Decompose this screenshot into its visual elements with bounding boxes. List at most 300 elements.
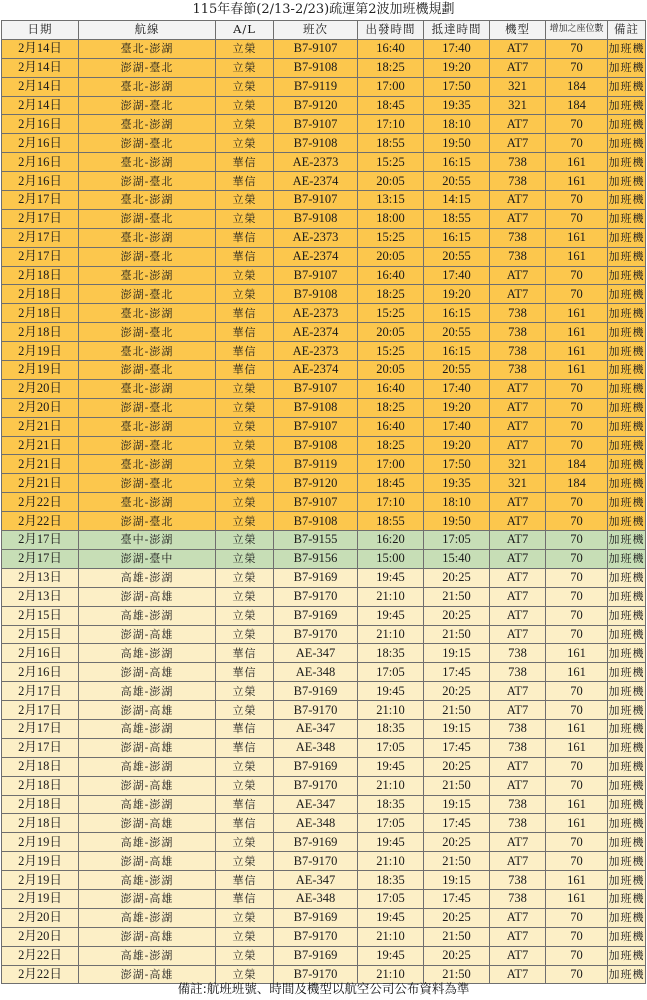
- arrival-time-cell: 20:25: [424, 833, 490, 852]
- route-cell: 澎湖-臺北: [79, 58, 216, 77]
- flight-number-cell: B7-9170: [274, 625, 358, 644]
- note-cell: 加班機: [608, 889, 646, 908]
- date-cell: 2月14日: [2, 39, 79, 58]
- note-cell: 加班機: [608, 776, 646, 795]
- note-cell: 加班機: [608, 587, 646, 606]
- aircraft-type-cell: 738: [490, 153, 546, 172]
- airline-cell: 華信: [216, 889, 274, 908]
- departure-time-cell: 18:35: [358, 719, 424, 738]
- date-cell: 2月22日: [2, 946, 79, 965]
- departure-time-cell: 17:10: [358, 115, 424, 134]
- flight-number-cell: B7-9170: [274, 776, 358, 795]
- departure-time-cell: 21:10: [358, 701, 424, 720]
- route-cell: 澎湖-高雄: [79, 814, 216, 833]
- airline-cell: 立榮: [216, 531, 274, 550]
- note-cell: 加班機: [608, 568, 646, 587]
- departure-time-cell: 19:45: [358, 682, 424, 701]
- arrival-time-cell: 20:25: [424, 568, 490, 587]
- flight-number-cell: B7-9107: [274, 379, 358, 398]
- airline-cell: 立榮: [216, 379, 274, 398]
- departure-time-cell: 19:45: [358, 757, 424, 776]
- note-cell: 加班機: [608, 191, 646, 210]
- table-row: [2, 757, 646, 776]
- added-seats-cell: 70: [546, 908, 608, 927]
- date-cell: 2月21日: [2, 436, 79, 455]
- aircraft-type-cell: AT7: [490, 587, 546, 606]
- flight-number-cell: B7-9169: [274, 682, 358, 701]
- note-cell: 加班機: [608, 115, 646, 134]
- airline-cell: 立榮: [216, 474, 274, 493]
- departure-time-cell: 17:00: [358, 77, 424, 96]
- note-cell: 加班機: [608, 247, 646, 266]
- flight-number-cell: AE-347: [274, 719, 358, 738]
- flight-number-cell: B7-9156: [274, 549, 358, 568]
- airline-cell: 立榮: [216, 625, 274, 644]
- airline-cell: 立榮: [216, 946, 274, 965]
- aircraft-type-cell: AT7: [490, 927, 546, 946]
- airline-cell: 華信: [216, 247, 274, 266]
- flight-number-cell: AE-2373: [274, 342, 358, 361]
- table-row: [2, 172, 646, 191]
- aircraft-type-cell: 321: [490, 474, 546, 493]
- flight-number-cell: B7-9107: [274, 266, 358, 285]
- table-row: [2, 342, 646, 361]
- departure-time-cell: 19:45: [358, 606, 424, 625]
- added-seats-cell: 161: [546, 361, 608, 380]
- arrival-time-cell: 17:40: [424, 417, 490, 436]
- note-cell: 加班機: [608, 738, 646, 757]
- added-seats-cell: 70: [546, 115, 608, 134]
- arrival-time-cell: 16:15: [424, 228, 490, 247]
- departure-time-cell: 20:05: [358, 361, 424, 380]
- departure-time-cell: 15:25: [358, 153, 424, 172]
- airline-cell: 立榮: [216, 96, 274, 115]
- date-cell: 2月16日: [2, 644, 79, 663]
- added-seats-cell: 161: [546, 719, 608, 738]
- added-seats-cell: 161: [546, 871, 608, 890]
- aircraft-type-cell: AT7: [490, 436, 546, 455]
- arrival-time-cell: 18:10: [424, 115, 490, 134]
- airline-cell: 立榮: [216, 191, 274, 210]
- route-cell: 澎湖-高雄: [79, 776, 216, 795]
- added-seats-cell: 70: [546, 417, 608, 436]
- arrival-time-cell: 17:50: [424, 77, 490, 96]
- airline-cell: 立榮: [216, 776, 274, 795]
- airline-cell: 立榮: [216, 115, 274, 134]
- flight-number-cell: B7-9108: [274, 58, 358, 77]
- flight-number-cell: AE-2374: [274, 247, 358, 266]
- aircraft-type-cell: 738: [490, 814, 546, 833]
- route-cell: 澎湖-高雄: [79, 965, 216, 984]
- date-cell: 2月13日: [2, 587, 79, 606]
- airline-cell: 立榮: [216, 833, 274, 852]
- flight-number-cell: B7-9170: [274, 701, 358, 720]
- departure-time-cell: 17:05: [358, 814, 424, 833]
- table-row: [2, 493, 646, 512]
- added-seats-cell: 70: [546, 285, 608, 304]
- airline-cell: 華信: [216, 304, 274, 323]
- aircraft-type-cell: 738: [490, 644, 546, 663]
- table-row: [2, 474, 646, 493]
- route-cell: 澎湖-臺北: [79, 474, 216, 493]
- route-cell: 臺北-澎湖: [79, 115, 216, 134]
- flight-number-cell: AE-348: [274, 814, 358, 833]
- route-cell: 澎湖-臺北: [79, 512, 216, 531]
- added-seats-cell: 70: [546, 549, 608, 568]
- added-seats-cell: 70: [546, 209, 608, 228]
- aircraft-type-cell: AT7: [490, 493, 546, 512]
- airline-cell: 華信: [216, 871, 274, 890]
- note-cell: 加班機: [608, 795, 646, 814]
- col-header-note: 備註: [608, 21, 646, 40]
- aircraft-type-cell: AT7: [490, 965, 546, 984]
- route-cell: 臺北-澎湖: [79, 39, 216, 58]
- aircraft-type-cell: AT7: [490, 757, 546, 776]
- date-cell: 2月17日: [2, 247, 79, 266]
- flight-number-cell: B7-9108: [274, 134, 358, 153]
- route-cell: 臺北-澎湖: [79, 153, 216, 172]
- departure-time-cell: 20:05: [358, 247, 424, 266]
- arrival-time-cell: 21:50: [424, 625, 490, 644]
- departure-time-cell: 13:15: [358, 191, 424, 210]
- aircraft-type-cell: AT7: [490, 833, 546, 852]
- col-header-route: 航線: [79, 21, 216, 40]
- table-row: [2, 568, 646, 587]
- table-row: [2, 115, 646, 134]
- added-seats-cell: 70: [546, 682, 608, 701]
- added-seats-cell: 184: [546, 96, 608, 115]
- departure-time-cell: 19:45: [358, 568, 424, 587]
- route-cell: 澎湖-臺北: [79, 172, 216, 191]
- added-seats-cell: 70: [546, 625, 608, 644]
- date-cell: 2月19日: [2, 889, 79, 908]
- aircraft-type-cell: AT7: [490, 512, 546, 531]
- note-cell: 加班機: [608, 39, 646, 58]
- departure-time-cell: 15:00: [358, 549, 424, 568]
- aircraft-type-cell: 738: [490, 719, 546, 738]
- airline-cell: 立榮: [216, 398, 274, 417]
- date-cell: 2月18日: [2, 323, 79, 342]
- added-seats-cell: 70: [546, 512, 608, 531]
- departure-time-cell: 18:25: [358, 58, 424, 77]
- note-cell: 加班機: [608, 228, 646, 247]
- added-seats-cell: 161: [546, 172, 608, 191]
- airline-cell: 立榮: [216, 682, 274, 701]
- date-cell: 2月14日: [2, 77, 79, 96]
- date-cell: 2月16日: [2, 153, 79, 172]
- table-row: [2, 96, 646, 115]
- arrival-time-cell: 20:55: [424, 361, 490, 380]
- table-row: [2, 833, 646, 852]
- arrival-time-cell: 20:25: [424, 606, 490, 625]
- table-row: [2, 209, 646, 228]
- route-cell: 澎湖-高雄: [79, 701, 216, 720]
- airline-cell: 立榮: [216, 493, 274, 512]
- arrival-time-cell: 19:50: [424, 512, 490, 531]
- airline-cell: 華信: [216, 795, 274, 814]
- added-seats-cell: 70: [546, 701, 608, 720]
- aircraft-type-cell: AT7: [490, 266, 546, 285]
- flight-number-cell: AE-2374: [274, 323, 358, 342]
- note-cell: 加班機: [608, 701, 646, 720]
- departure-time-cell: 17:00: [358, 455, 424, 474]
- note-cell: 加班機: [608, 852, 646, 871]
- table-row: [2, 625, 646, 644]
- airline-cell: 立榮: [216, 606, 274, 625]
- route-cell: 澎湖-臺北: [79, 247, 216, 266]
- route-cell: 臺北-澎湖: [79, 191, 216, 210]
- departure-time-cell: 18:25: [358, 285, 424, 304]
- table-row: [2, 323, 646, 342]
- flight-number-cell: AE-348: [274, 663, 358, 682]
- departure-time-cell: 15:25: [358, 228, 424, 247]
- table-row: [2, 77, 646, 96]
- table-row: [2, 379, 646, 398]
- table-row: [2, 266, 646, 285]
- route-cell: 臺北-澎湖: [79, 493, 216, 512]
- departure-time-cell: 17:05: [358, 663, 424, 682]
- aircraft-type-cell: AT7: [490, 701, 546, 720]
- aircraft-type-cell: 321: [490, 455, 546, 474]
- flight-number-cell: B7-9170: [274, 587, 358, 606]
- date-cell: 2月17日: [2, 701, 79, 720]
- aircraft-type-cell: AT7: [490, 58, 546, 77]
- added-seats-cell: 70: [546, 398, 608, 417]
- airline-cell: 立榮: [216, 285, 274, 304]
- table-row: [2, 606, 646, 625]
- date-cell: 2月14日: [2, 96, 79, 115]
- added-seats-cell: 70: [546, 191, 608, 210]
- col-header-flight: 班次: [274, 21, 358, 40]
- table-row: [2, 512, 646, 531]
- added-seats-cell: 184: [546, 474, 608, 493]
- note-cell: 加班機: [608, 474, 646, 493]
- note-cell: 加班機: [608, 814, 646, 833]
- note-cell: 加班機: [608, 417, 646, 436]
- note-cell: 加班機: [608, 398, 646, 417]
- flight-number-cell: B7-9107: [274, 115, 358, 134]
- added-seats-cell: 70: [546, 379, 608, 398]
- route-cell: 澎湖-高雄: [79, 927, 216, 946]
- table-row: [2, 247, 646, 266]
- arrival-time-cell: 19:20: [424, 58, 490, 77]
- arrival-time-cell: 19:35: [424, 474, 490, 493]
- departure-time-cell: 18:55: [358, 134, 424, 153]
- arrival-time-cell: 19:15: [424, 644, 490, 663]
- airline-cell: 立榮: [216, 455, 274, 474]
- note-cell: 加班機: [608, 304, 646, 323]
- note-cell: 加班機: [608, 96, 646, 115]
- footnote: 備註:航班班號、時間及機型以航空公司公布資料為準: [177, 981, 470, 996]
- flight-table: [1, 20, 646, 984]
- date-cell: 2月16日: [2, 115, 79, 134]
- airline-cell: 立榮: [216, 417, 274, 436]
- date-cell: 2月18日: [2, 776, 79, 795]
- arrival-time-cell: 21:50: [424, 852, 490, 871]
- flight-number-cell: B7-9119: [274, 455, 358, 474]
- arrival-time-cell: 21:50: [424, 701, 490, 720]
- departure-time-cell: 18:45: [358, 96, 424, 115]
- aircraft-type-cell: AT7: [490, 908, 546, 927]
- route-cell: 澎湖-臺北: [79, 398, 216, 417]
- arrival-time-cell: 17:40: [424, 379, 490, 398]
- table-row: [2, 436, 646, 455]
- route-cell: 臺北-澎湖: [79, 379, 216, 398]
- table-row: [2, 946, 646, 965]
- flight-number-cell: B7-9169: [274, 908, 358, 927]
- flight-number-cell: B7-9108: [274, 512, 358, 531]
- aircraft-type-cell: AT7: [490, 531, 546, 550]
- route-cell: 臺北-澎湖: [79, 266, 216, 285]
- added-seats-cell: 70: [546, 436, 608, 455]
- airline-cell: 立榮: [216, 549, 274, 568]
- aircraft-type-cell: AT7: [490, 379, 546, 398]
- route-cell: 澎湖-高雄: [79, 889, 216, 908]
- note-cell: 加班機: [608, 757, 646, 776]
- arrival-time-cell: 17:05: [424, 531, 490, 550]
- aircraft-type-cell: AT7: [490, 134, 546, 153]
- added-seats-cell: 184: [546, 77, 608, 96]
- added-seats-cell: 70: [546, 58, 608, 77]
- arrival-time-cell: 20:25: [424, 946, 490, 965]
- route-cell: 臺中-澎湖: [79, 531, 216, 550]
- table-row: [2, 889, 646, 908]
- date-cell: 2月17日: [2, 209, 79, 228]
- flight-number-cell: AE-348: [274, 738, 358, 757]
- date-cell: 2月17日: [2, 738, 79, 757]
- airline-cell: 立榮: [216, 568, 274, 587]
- table-row: [2, 58, 646, 77]
- route-cell: 高雄-澎湖: [79, 908, 216, 927]
- note-cell: 加班機: [608, 266, 646, 285]
- note-cell: 加班機: [608, 606, 646, 625]
- table-row: [2, 908, 646, 927]
- departure-time-cell: 16:40: [358, 379, 424, 398]
- departure-time-cell: 18:35: [358, 644, 424, 663]
- aircraft-type-cell: AT7: [490, 852, 546, 871]
- date-cell: 2月21日: [2, 417, 79, 436]
- note-cell: 加班機: [608, 833, 646, 852]
- note-cell: 加班機: [608, 172, 646, 191]
- arrival-time-cell: 18:55: [424, 209, 490, 228]
- table-row: [2, 153, 646, 172]
- aircraft-type-cell: AT7: [490, 398, 546, 417]
- note-cell: 加班機: [608, 644, 646, 663]
- flight-number-cell: B7-9107: [274, 417, 358, 436]
- route-cell: 高雄-澎湖: [79, 757, 216, 776]
- table-body: [2, 39, 646, 984]
- departure-time-cell: 15:25: [358, 304, 424, 323]
- aircraft-type-cell: AT7: [490, 568, 546, 587]
- added-seats-cell: 70: [546, 266, 608, 285]
- departure-time-cell: 21:10: [358, 625, 424, 644]
- added-seats-cell: 161: [546, 247, 608, 266]
- date-cell: 2月20日: [2, 927, 79, 946]
- route-cell: 高雄-澎湖: [79, 644, 216, 663]
- departure-time-cell: 17:05: [358, 889, 424, 908]
- added-seats-cell: 70: [546, 852, 608, 871]
- date-cell: 2月17日: [2, 531, 79, 550]
- departure-time-cell: 16:20: [358, 531, 424, 550]
- arrival-time-cell: 19:35: [424, 96, 490, 115]
- aircraft-type-cell: 738: [490, 323, 546, 342]
- arrival-time-cell: 17:45: [424, 814, 490, 833]
- arrival-time-cell: 15:40: [424, 549, 490, 568]
- flight-number-cell: AE-348: [274, 889, 358, 908]
- flight-number-cell: AE-347: [274, 871, 358, 890]
- note-cell: 加班機: [608, 719, 646, 738]
- date-cell: 2月19日: [2, 852, 79, 871]
- added-seats-cell: 161: [546, 304, 608, 323]
- date-cell: 2月18日: [2, 795, 79, 814]
- aircraft-type-cell: 321: [490, 77, 546, 96]
- aircraft-type-cell: AT7: [490, 191, 546, 210]
- airline-cell: 華信: [216, 719, 274, 738]
- route-cell: 臺北-澎湖: [79, 304, 216, 323]
- added-seats-cell: 70: [546, 134, 608, 153]
- flight-number-cell: B7-9169: [274, 833, 358, 852]
- aircraft-type-cell: AT7: [490, 39, 546, 58]
- flight-number-cell: AE-2374: [274, 361, 358, 380]
- flight-number-cell: B7-9155: [274, 531, 358, 550]
- date-cell: 2月15日: [2, 606, 79, 625]
- flight-number-cell: B7-9169: [274, 946, 358, 965]
- date-cell: 2月22日: [2, 965, 79, 984]
- arrival-time-cell: 16:15: [424, 153, 490, 172]
- date-cell: 2月16日: [2, 663, 79, 682]
- route-cell: 高雄-澎湖: [79, 568, 216, 587]
- added-seats-cell: 70: [546, 493, 608, 512]
- arrival-time-cell: 20:25: [424, 757, 490, 776]
- aircraft-type-cell: AT7: [490, 682, 546, 701]
- departure-time-cell: 21:10: [358, 776, 424, 795]
- departure-time-cell: 16:40: [358, 39, 424, 58]
- col-header-arrival: 抵達時間: [424, 21, 490, 40]
- arrival-time-cell: 19:15: [424, 719, 490, 738]
- route-cell: 澎湖-高雄: [79, 852, 216, 871]
- flight-number-cell: AE-2373: [274, 153, 358, 172]
- added-seats-cell: 161: [546, 814, 608, 833]
- added-seats-cell: 70: [546, 531, 608, 550]
- table-row: [2, 719, 646, 738]
- added-seats-cell: 70: [546, 606, 608, 625]
- flight-number-cell: B7-9169: [274, 568, 358, 587]
- table-row: [2, 417, 646, 436]
- aircraft-type-cell: AT7: [490, 625, 546, 644]
- route-cell: 澎湖-臺北: [79, 361, 216, 380]
- flight-number-cell: B7-9120: [274, 96, 358, 115]
- note-cell: 加班機: [608, 965, 646, 984]
- route-cell: 澎湖-臺北: [79, 96, 216, 115]
- airline-cell: 立榮: [216, 701, 274, 720]
- route-cell: 高雄-澎湖: [79, 606, 216, 625]
- route-cell: 澎湖-臺北: [79, 134, 216, 153]
- route-cell: 臺北-澎湖: [79, 77, 216, 96]
- added-seats-cell: 161: [546, 663, 608, 682]
- date-cell: 2月21日: [2, 474, 79, 493]
- table-row: [2, 738, 646, 757]
- route-cell: 高雄-澎湖: [79, 719, 216, 738]
- table-row: [2, 531, 646, 550]
- route-cell: 澎湖-高雄: [79, 587, 216, 606]
- arrival-time-cell: 20:25: [424, 908, 490, 927]
- route-cell: 高雄-澎湖: [79, 795, 216, 814]
- table-row: [2, 776, 646, 795]
- date-cell: 2月21日: [2, 455, 79, 474]
- date-cell: 2月18日: [2, 304, 79, 323]
- table-row: [2, 701, 646, 720]
- date-cell: 2月18日: [2, 814, 79, 833]
